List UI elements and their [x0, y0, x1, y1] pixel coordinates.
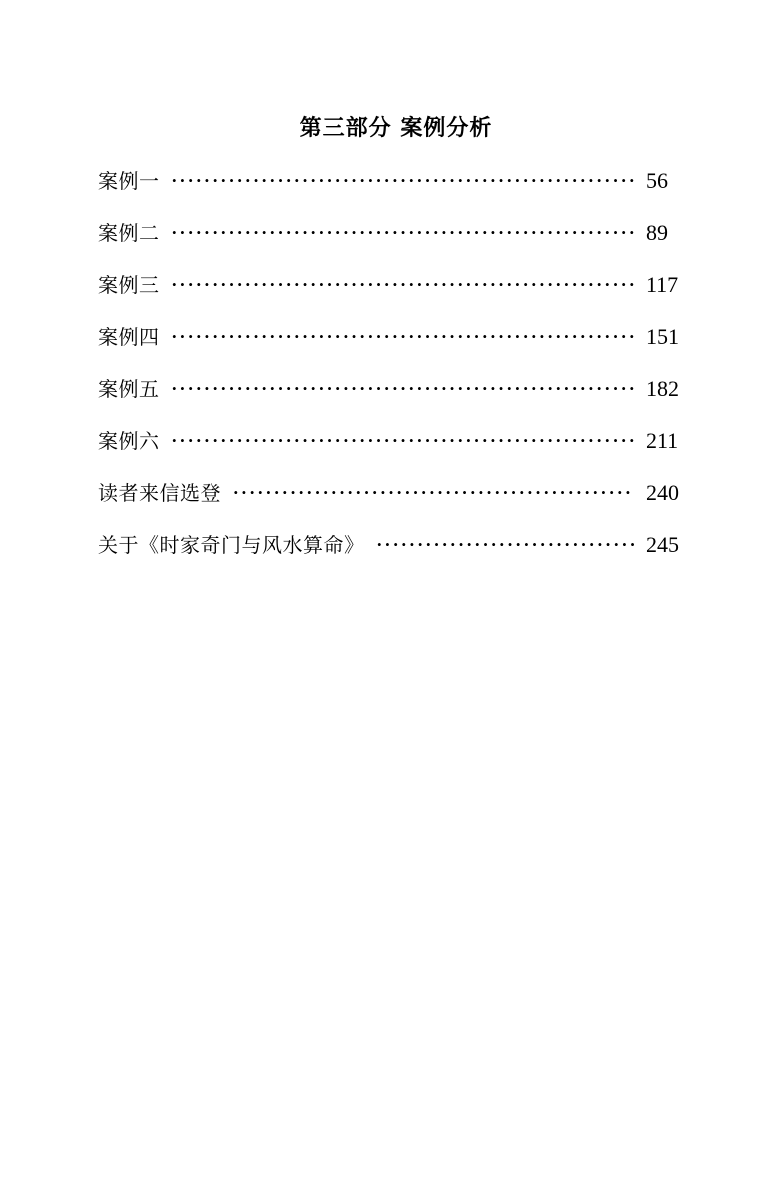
- toc-entry-label: 案例一: [98, 169, 160, 193]
- dot-leader: [172, 372, 635, 406]
- toc-entry: [98, 216, 680, 268]
- toc-entry-page: 117: [646, 272, 679, 297]
- toc-entry-label: 案例三: [98, 273, 160, 297]
- dot-leader: [172, 268, 635, 302]
- toc-entry-label: 案例五: [98, 377, 160, 401]
- section-title: 第三部分 案例分析: [299, 115, 493, 141]
- dot-leader: [172, 216, 635, 250]
- toc-entry: [98, 320, 680, 372]
- toc-entry-label: 读者来信选登: [98, 481, 221, 505]
- toc-entry-page: 151: [646, 324, 679, 349]
- toc-entry: [98, 268, 680, 320]
- dot-leader: [233, 476, 634, 510]
- toc-entry-label: 案例六: [98, 429, 160, 453]
- toc-entry-page: 56: [646, 168, 668, 193]
- dot-leader: [377, 528, 635, 562]
- toc-entry: [98, 372, 680, 424]
- toc-entry: [98, 528, 680, 580]
- table-of-contents: [98, 164, 680, 580]
- toc-entry-label: 案例四: [98, 325, 160, 349]
- dot-leader: [172, 320, 635, 354]
- toc-entry-page: 240: [646, 480, 679, 505]
- toc-entry-label: 案例二: [98, 221, 160, 245]
- dot-leader: [172, 424, 635, 458]
- toc-entry: [98, 424, 680, 476]
- dot-leader: [172, 164, 635, 198]
- toc-entry-label: 关于《时家奇门与风水算命》: [98, 533, 365, 557]
- toc-entry-page: 182: [646, 376, 679, 401]
- toc-entry: [98, 164, 680, 216]
- toc-entry-page: 245: [646, 532, 679, 557]
- toc-entry-page: 89: [646, 220, 668, 245]
- toc-entry: [98, 476, 680, 528]
- toc-entry-page: 211: [646, 428, 679, 453]
